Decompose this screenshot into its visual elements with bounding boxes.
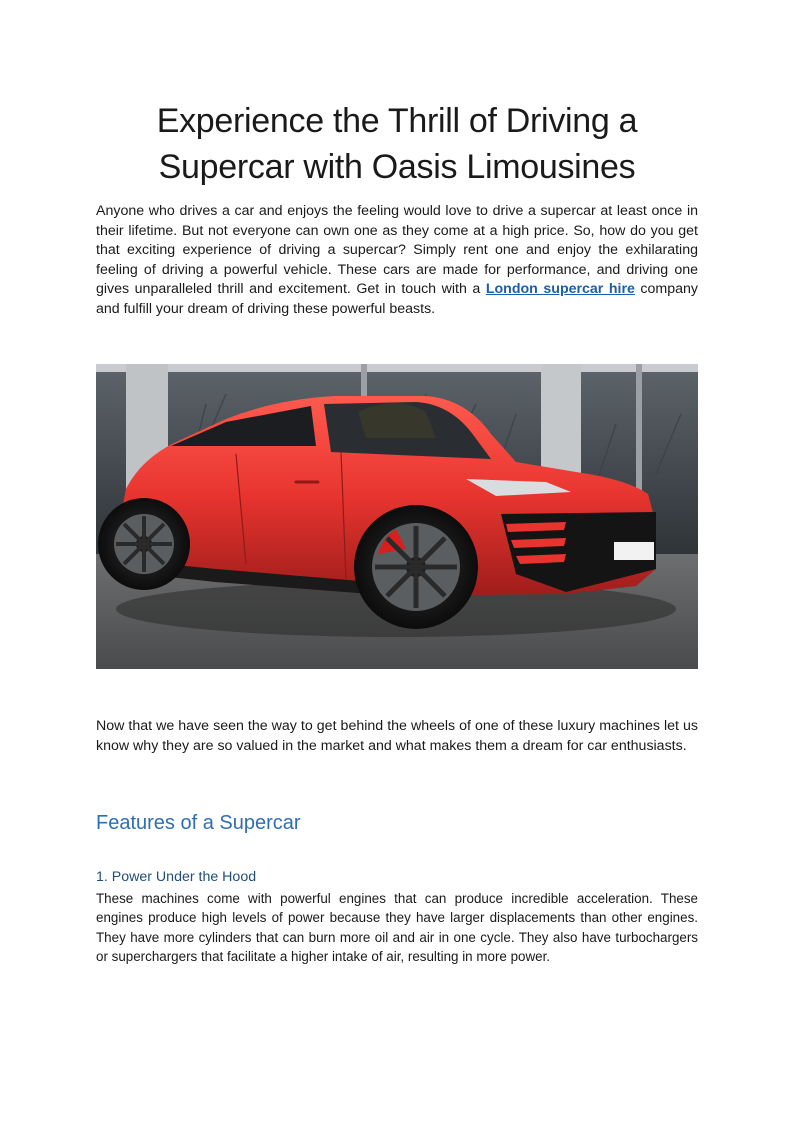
feature-1-heading: 1. Power Under the Hood [96, 869, 257, 885]
london-supercar-hire-link[interactable]: London supercar hire [485, 281, 635, 298]
transition-paragraph: Now that we have seen the way to get behind the wheels of one of these luxury machines let us know why they are so valued in the market and what makes them a dream for car enthusiasts. [96, 718, 698, 754]
supercar-photo [96, 364, 698, 669]
intro-text-after: company and fulfill your dream of driving these powerful beasts. [96, 281, 699, 317]
intro-paragraph [96, 202, 698, 320]
feature-1-text: These machines come with powerful engines that can produce incredible acceleration. These engines produce high levels of power because they have larger displacements than other engines. They have more cylinders that can burn more oil and air in one cycle. They also have turbochargers or superchargers that facilitate a higher intake of air, resulting in more power. [96, 891, 698, 965]
page-title: Experience the Thrill of Driving a Supercar with Oasis Limousines [156, 102, 638, 186]
features-heading: Features of a Supercar [96, 812, 301, 834]
intro-text-before: Anyone who drives a car and enjoys the feeling would love to drive a supercar at least once in their lifetime. But not everyone can own one as they come at a high price. So, how do you get that exciting experience of driving a supercar? Simply rent one and enjoy the exhilarating feeling of driving a powerful vehicle. These cars are made for performance, and driving one gives unparalleled thrill and excitement. Get in touch with a [96, 203, 698, 298]
